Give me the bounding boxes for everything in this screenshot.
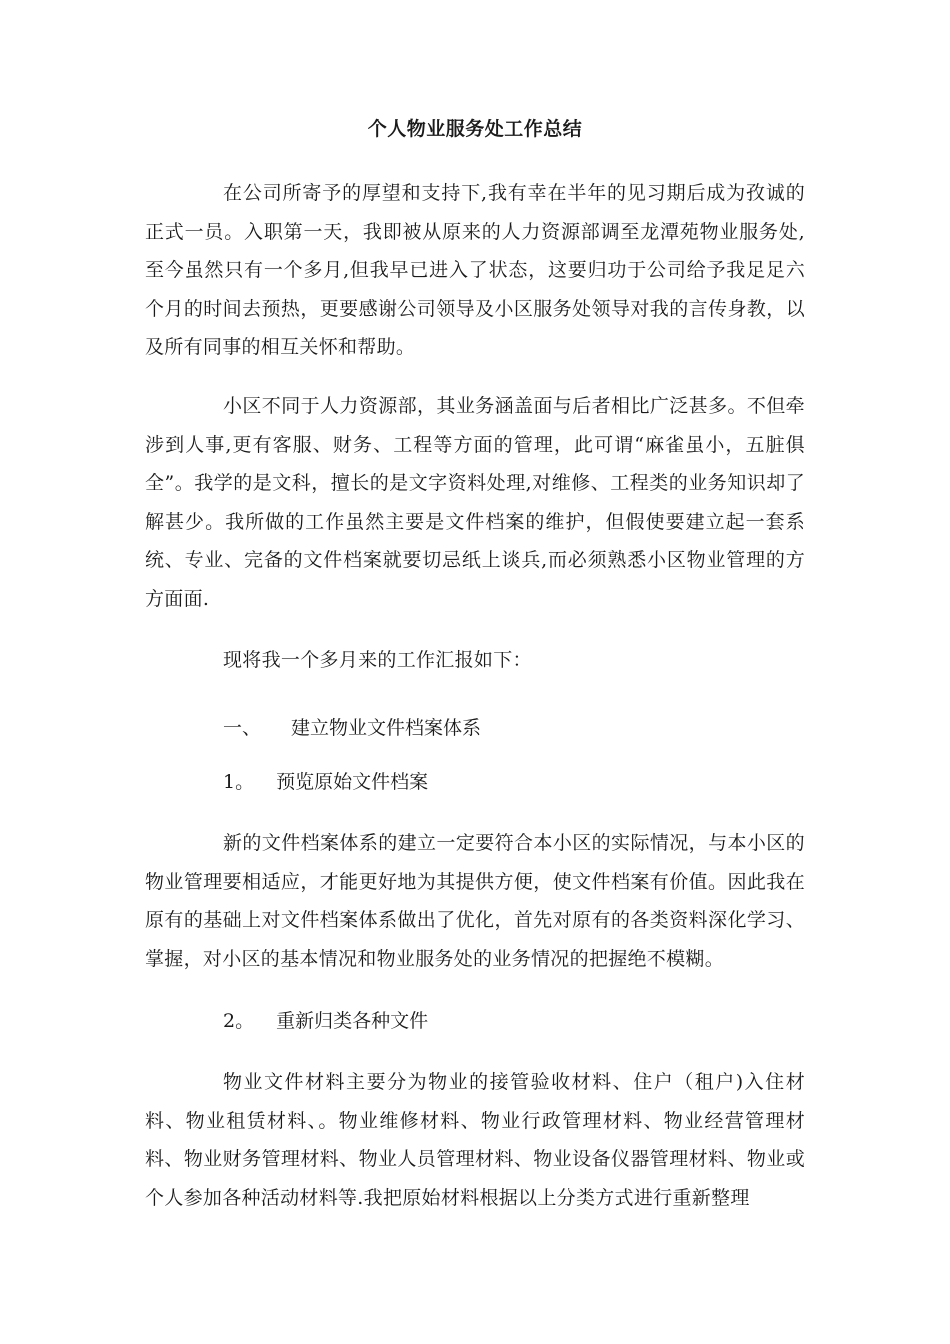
subsection-number: 2。 [223,1010,255,1032]
paragraph-categories: 物业文件材料主要分为物业的接管验收材料、住户（租户)入住材料、物业租赁材料、。物业维修材料、物业行政管理材料、物业经营管理材料、物业财务管理材料、物业人员管理材料、物业设备仪器管理材料、物业或个人参加各种活动材料等.我把原始材料根据以上分类方式进行重新整理 [145,1071,805,1209]
subsection-title: 预览原始文件档案 [276,771,429,793]
paragraph-report-intro: 现将我一个多月来的工作汇报如下： [223,649,532,671]
subsection-title: 重新归类各种文件 [276,1010,429,1032]
paragraph-new-system: 新的文件档案体系的建立一定要符合本小区的实际情况，与本小区的物业管理要相适应，才能更好地为其提供方便，使文件档案有价值。因此我在原有的基础上对文件档案体系做出了优化，首先对原有的各类资料深化学习、掌握，对小区的基本情况和物业服务处的业务情况的把握绝不模糊。 [145,832,805,970]
subsection-heading-1 [223,763,428,801]
paragraph-intro: 在公司所寄予的厚望和支持下,我有幸在半年的见习期后成为孜诚的正式一员。入职第一天，我即被从原来的人力资源部调至龙潭苑物业服务处,至今虽然只有一个多月,但我早已进入了状态，这要归功于公司给予我足足六个月的时间去预热，更要感谢公司领导及小区服务处领导对我的言传身教，以及所有同事的相互关怀和帮助。 [145,182,805,358]
section-title: 建立物业文件档案体系 [291,717,482,739]
subsection-heading-2 [223,1002,428,1040]
subsection-number: 1。 [223,771,255,793]
section-number: 一、 [223,717,262,739]
document-title: 个人物业服务处工作总结 [367,118,583,140]
paragraph-scope: 小区不同于人力资源部，其业务涵盖面与后者相比广泛甚多。不但牵涉到人事,更有客服、财务、工程等方面的管理，此可谓“麻雀虽小，五脏俱全”。我学的是文科，擅长的是文字资料处理,对维修、工程类的业务知识却了解甚少。我所做的工作虽然主要是文件档案的维护，但假使要建立起一套系统、专业、完备的文件档案就要切忌纸上谈兵,而必须熟悉小区物业管理的方方面面. [145,395,805,610]
section-heading-1 [223,709,481,747]
